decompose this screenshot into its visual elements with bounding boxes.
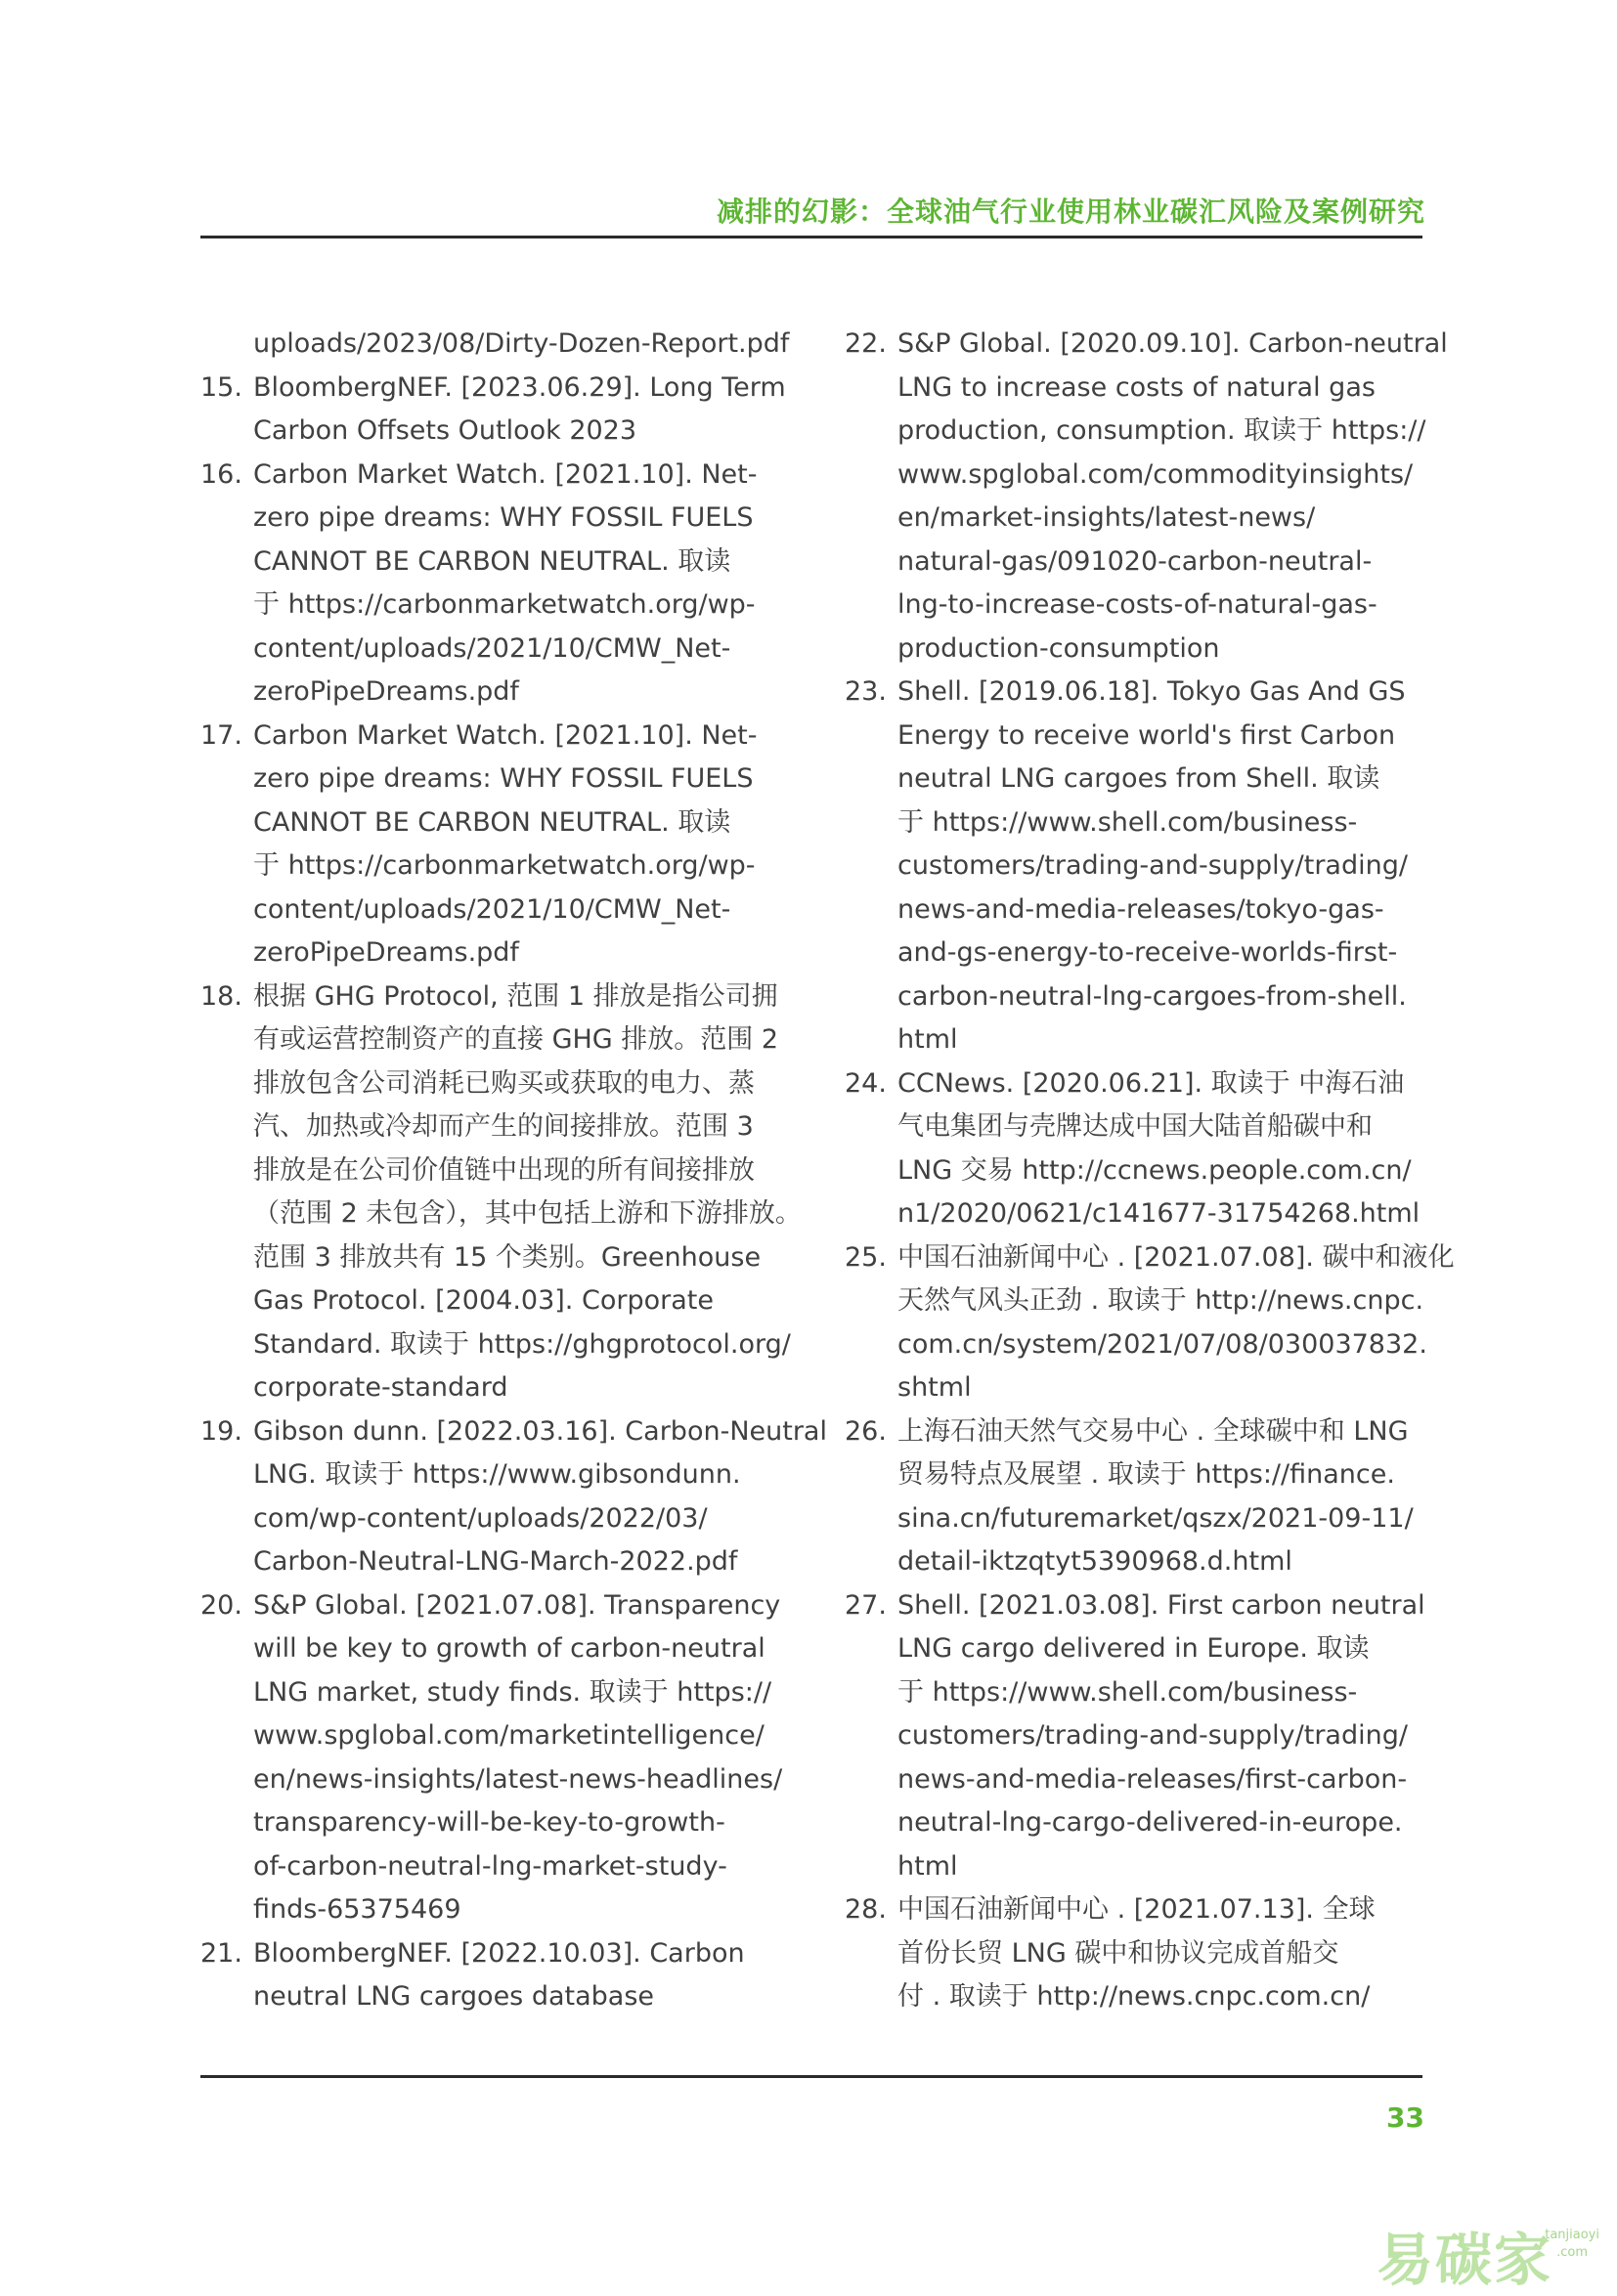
reference-text-line: detail-iktzqtyt5390968.d.html (897, 1546, 1292, 1577)
reference-item (200, 1410, 827, 1584)
watermark-text: 易碳家 (1377, 2227, 1553, 2293)
reference-text-line: lng-to-increase-costs-of-natural-gas- (897, 589, 1377, 620)
reference-text-line: en/news-insights/latest-news-headlines/ (253, 1763, 783, 1795)
reference-number: 18. (200, 980, 242, 1012)
reference-number: 22. (845, 328, 887, 359)
reference-text-line: 中国石油新闻中心 . [2021.07.13]. 全球 (897, 1894, 1376, 1925)
reference-text-line: LNG to increase costs of natural gas (897, 371, 1376, 403)
reference-text-line: CANNOT BE CARBON NEUTRAL. 取读 (253, 806, 731, 838)
reference-text-line: neutral LNG cargoes from Shell. 取读 (897, 763, 1380, 794)
reference-text-line: www.spglobal.com/marketintelligence/ (253, 1720, 765, 1751)
reference-item (845, 671, 1431, 1062)
reference-text-line: 贸易特点及展望 . 取读于 https://finance. (897, 1459, 1395, 1490)
reference-text-line: Shell. [2019.06.18]. Tokyo Gas And GS (897, 676, 1406, 707)
reference-number: 17. (200, 719, 242, 751)
reference-number: 27. (845, 1589, 887, 1621)
reference-text-line: production, consumption. 取读于 https:// (897, 415, 1426, 446)
reference-number: 23. (845, 676, 887, 707)
reference-item (845, 1236, 1455, 1410)
reference-text-line: natural-gas/091020-carbon-neutral- (897, 545, 1373, 577)
reference-text-line: 天然气风头正劲 . 取读于 http://news.cnpc. (897, 1285, 1424, 1316)
reference-text-line: 中国石油新闻中心 . [2021.07.08]. 碳中和液化 (897, 1241, 1455, 1273)
reference-text-line: zeroPipeDreams.pdf (253, 937, 519, 968)
reference-text-line: n1/2020/0621/c141677-31754268.html (897, 1198, 1420, 1229)
reference-item (200, 975, 802, 1410)
reference-number: 24. (845, 1067, 887, 1099)
reference-number: 28. (845, 1894, 887, 1925)
reference-text-line: Carbon Offsets Outlook 2023 (253, 415, 637, 446)
reference-text-line: 于 https://carbonmarketwatch.org/wp- (253, 589, 756, 620)
reference-text-line: 有或运营控制资产的直接 GHG 排放。范围 2 (253, 1024, 779, 1055)
reference-text-line: S&P Global. [2021.07.08]. Transparency (253, 1589, 781, 1621)
watermark-domain-top: tanjiaoyi (1545, 2228, 1599, 2242)
reference-text-line: 上海石油天然气交易中心 . 全球碳中和 LNG (897, 1415, 1409, 1447)
reference-item (845, 1888, 1431, 2019)
reference-text-line: sina.cn/futuremarket/qszx/2021-09-11/ (897, 1502, 1414, 1534)
reference-text-line: 于 https://www.shell.com/business- (897, 806, 1358, 838)
reference-text-line: neutral LNG cargoes database (253, 1981, 655, 2012)
reference-number: 16. (200, 458, 242, 490)
reference-text-line: Gas Protocol. [2004.03]. Corporate (253, 1285, 714, 1316)
reference-text-line: 根据 GHG Protocol, 范围 1 排放是指公司拥 (253, 980, 778, 1012)
reference-text-line: 汽、加热或冷却而产生的间接排放。范围 3 (253, 1111, 754, 1142)
header-divider (200, 236, 1422, 238)
reference-text-line: finds-65375469 (253, 1894, 461, 1925)
reference-text-line: Carbon Market Watch. [2021.10]. Net- (253, 719, 758, 751)
reference-text-line: LNG market, study finds. 取读于 https:// (253, 1676, 772, 1708)
reference-text-line: 排放包含公司消耗已购买或获取的电力、蒸 (253, 1067, 755, 1099)
reference-text-line: neutral-lng-cargo-delivered-in-europe. (897, 1807, 1403, 1838)
reference-number: 25. (845, 1241, 887, 1273)
reference-item (200, 1932, 787, 2019)
reference-text-line: of-carbon-neutral-lng-market-study- (253, 1850, 727, 1882)
reference-text-line: transparency-will-be-key-to-growth- (253, 1807, 725, 1838)
reference-text-line: （范围 2 未包含），其中包括上游和下游排放。 (253, 1198, 802, 1229)
reference-number: 26. (845, 1415, 887, 1447)
reference-text-line: news-and-media-releases/tokyo-gas- (897, 893, 1384, 925)
reference-text-line: zeroPipeDreams.pdf (253, 676, 519, 707)
reference-text-line: LNG. 取读于 https://www.gibsondunn. (253, 1459, 741, 1490)
reference-text-line: com/wp-content/uploads/2022/03/ (253, 1502, 708, 1534)
reference-text-line: Shell. [2021.03.08]. First carbon neutral (897, 1589, 1425, 1621)
reference-text-line: Energy to receive world's first Carbon (897, 719, 1396, 751)
reference-text-line: CCNews. [2020.06.21]. 取读于 中海石油 (897, 1067, 1405, 1099)
reference-text-line: customers/trading-and-supply/trading/ (897, 1720, 1408, 1751)
reference-item (200, 323, 790, 367)
watermark-domain-bottom: .com (1556, 2245, 1588, 2260)
reference-text-line: zero pipe dreams: WHY FOSSIL FUELS (253, 502, 754, 533)
reference-text-line: com.cn/system/2021/07/08/030037832. (897, 1328, 1427, 1360)
reference-text-line: Carbon Market Watch. [2021.10]. Net- (253, 458, 758, 490)
reference-text-line: html (897, 1024, 958, 1055)
page-number: 33 (1386, 2101, 1424, 2134)
reference-item (200, 1584, 787, 1932)
reference-text-line: www.spglobal.com/commodityinsights/ (897, 458, 1414, 490)
reference-text-line: shtml (897, 1372, 972, 1403)
reference-text-line: and-gs-energy-to-receive-worlds-first- (897, 937, 1398, 968)
references-left-column (200, 323, 827, 2019)
reference-text-line: 气电集团与壳牌达成中国大陆首船碳中和 (897, 1111, 1373, 1142)
reference-text-line: news-and-media-releases/first-carbon- (897, 1763, 1408, 1795)
reference-text-line: 于 https://carbonmarketwatch.org/wp- (253, 850, 756, 881)
reference-text-line: S&P Global. [2020.09.10]. Carbon-neutral (897, 328, 1448, 359)
reference-number: 20. (200, 1589, 242, 1621)
reference-text-line: LNG 交易 http://ccnews.people.com.cn/ (897, 1154, 1412, 1186)
reference-item (845, 1584, 1431, 1889)
reference-text-line: 排放是在公司价值链中出现的所有间接排放 (253, 1154, 755, 1186)
reference-text-line: customers/trading-and-supply/trading/ (897, 850, 1408, 881)
reference-text-line: corporate-standard (253, 1372, 508, 1403)
reference-number: 15. (200, 371, 242, 403)
reference-number: 19. (200, 1415, 242, 1447)
reference-text-line: zero pipe dreams: WHY FOSSIL FUELS (253, 763, 754, 794)
reference-item (200, 367, 787, 454)
reference-item (200, 454, 787, 715)
reference-text-line: BloombergNEF. [2023.06.29]. Long Term (253, 371, 786, 403)
reference-text-line: 范围 3 排放共有 15 个类别。Greenhouse (253, 1241, 762, 1273)
reference-text-line: Carbon-Neutral-LNG-March-2022.pdf (253, 1546, 738, 1577)
reference-text-line: BloombergNEF. [2022.10.03]. Carbon (253, 1937, 745, 1969)
document-running-title: 减排的幻影：全球油气行业使用林业碳汇风险及案例研究 (716, 195, 1425, 228)
reference-item (845, 323, 1448, 671)
reference-text-line: html (897, 1850, 958, 1882)
reference-text-line: Standard. 取读于 https://ghgprotocol.org/ (253, 1328, 791, 1360)
reference-text-line: carbon-neutral-lng-cargoes-from-shell. (897, 980, 1407, 1012)
reference-text-line: en/market-insights/latest-news/ (897, 502, 1316, 533)
reference-text-line: will be key to growth of carbon-neutral (253, 1633, 765, 1664)
footer-divider (200, 2075, 1422, 2078)
reference-number: 21. (200, 1937, 242, 1969)
reference-text-line: LNG cargo delivered in Europe. 取读 (897, 1633, 1370, 1664)
reference-text-line: CANNOT BE CARBON NEUTRAL. 取读 (253, 545, 731, 577)
reference-text-line: content/uploads/2021/10/CMW_Net- (253, 632, 731, 664)
reference-text-line: content/uploads/2021/10/CMW_Net- (253, 893, 731, 925)
reference-text-line: 于 https://www.shell.com/business- (897, 1676, 1358, 1708)
reference-text-line: production-consumption (897, 632, 1220, 664)
reference-text-line: uploads/2023/08/Dirty-Dozen-Report.pdf (253, 328, 790, 359)
reference-text-line: 首份长贸 LNG 碳中和协议完成首船交 (897, 1937, 1339, 1969)
watermark-logo (1377, 2210, 1603, 2293)
reference-text-line: 付 . 取读于 http://news.cnpc.com.cn/ (897, 1981, 1371, 2012)
reference-item (845, 1062, 1431, 1236)
references-right-column (845, 323, 1455, 2019)
reference-item (845, 1410, 1431, 1584)
reference-item (200, 715, 787, 975)
reference-text-line: Gibson dunn. [2022.03.16]. Carbon-Neutral (253, 1415, 827, 1447)
